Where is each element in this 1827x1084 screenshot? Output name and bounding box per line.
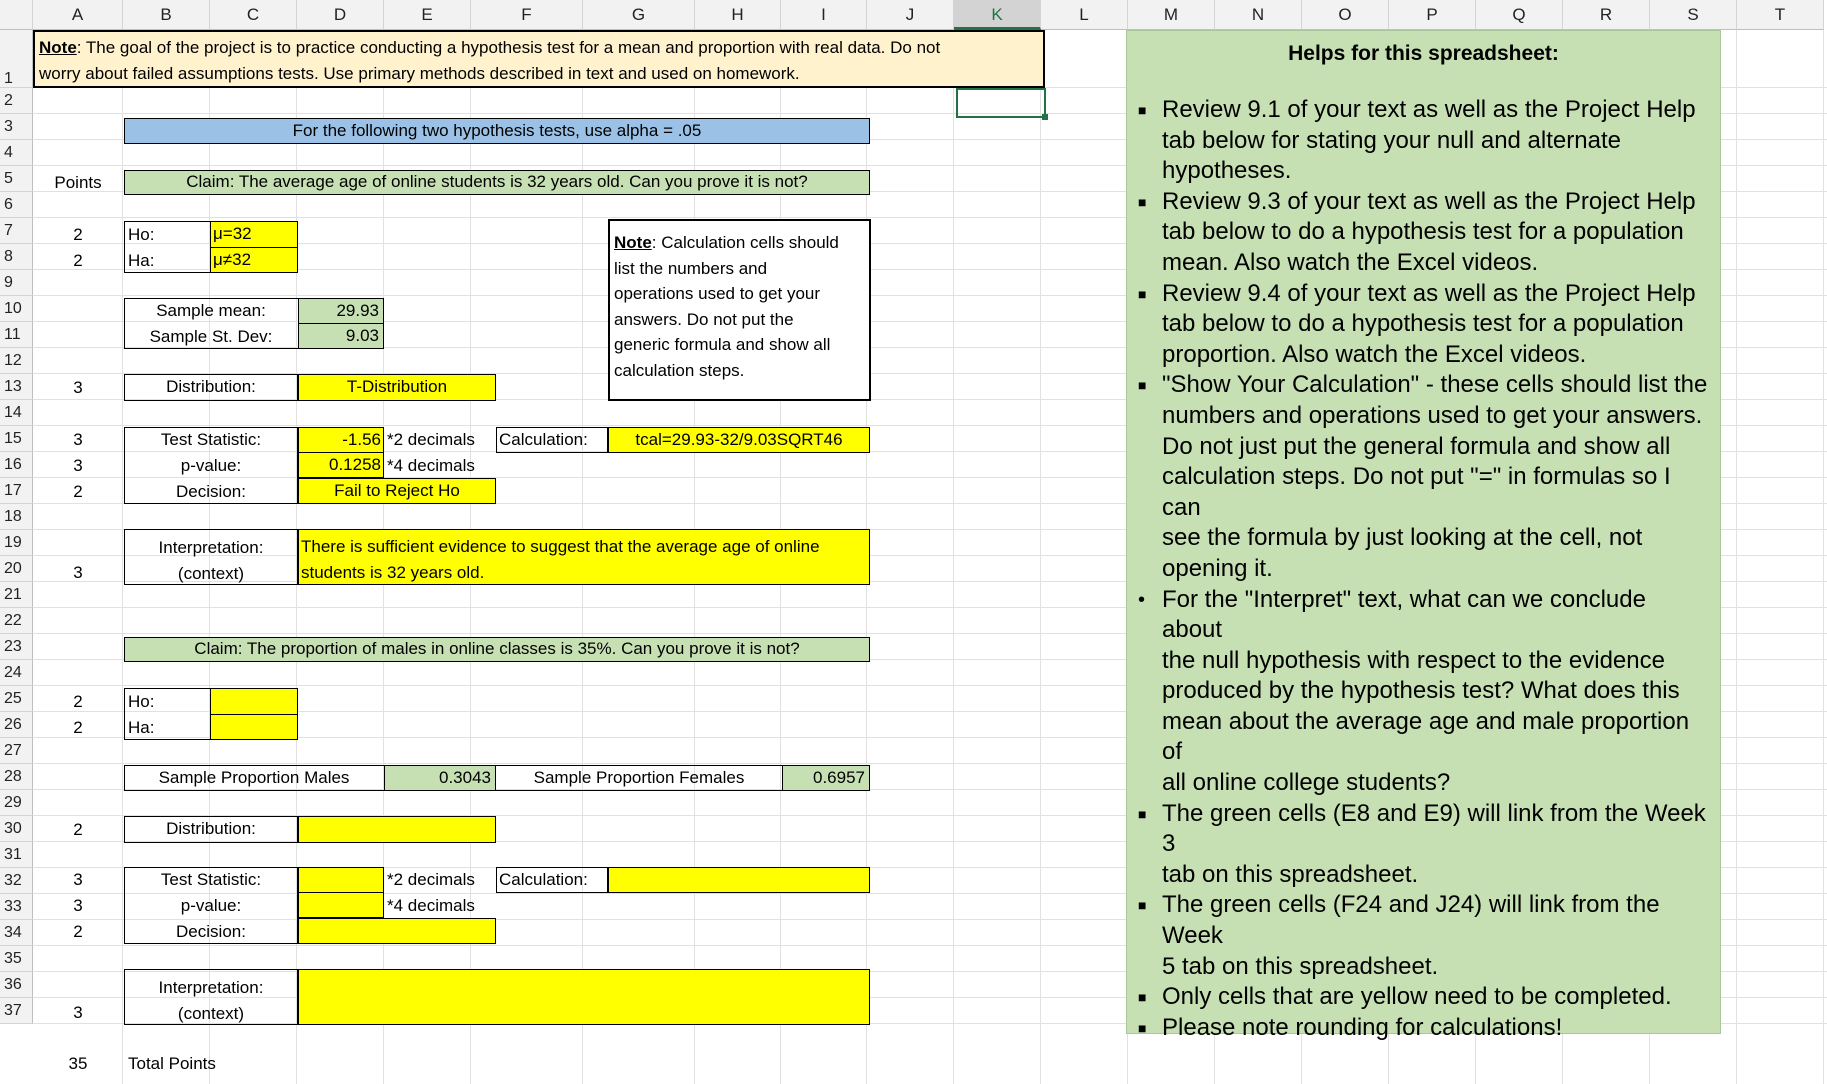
row-header-32[interactable]: 32 — [0, 868, 33, 894]
square-bullet-icon: ■ — [1138, 193, 1147, 210]
help-item — [1138, 982, 1710, 1013]
help-panel[interactable] — [1126, 30, 1721, 1041]
ts-label: Test Statistic: — [160, 430, 262, 449]
gridline-vertical — [953, 30, 954, 1084]
row-header-11[interactable]: 11 — [0, 322, 33, 348]
row-header-19[interactable]: 19 — [0, 530, 33, 556]
row-header-2[interactable]: 2 — [0, 88, 33, 114]
ho-points-2: 2 — [73, 692, 83, 711]
column-header-r[interactable]: R — [1563, 0, 1650, 30]
corner-select-all[interactable] — [0, 0, 33, 30]
column-header-q[interactable]: Q — [1476, 0, 1563, 30]
points-header: Points — [54, 173, 102, 192]
row-header-37[interactable]: 37 — [0, 998, 33, 1024]
column-header-h[interactable]: H — [695, 0, 781, 30]
round-bullet-icon: • — [1138, 588, 1146, 611]
interp-context-label: (context) — [177, 564, 245, 583]
row-header-36[interactable]: 36 — [0, 972, 33, 998]
dist-points: 3 — [73, 378, 83, 397]
calculation-note — [608, 219, 871, 401]
dist-points-2: 2 — [73, 820, 83, 839]
dist-input-2[interactable] — [298, 816, 496, 843]
help-item-line: hypotheses. — [1162, 157, 1292, 185]
interp-line2: students is 32 years old. — [301, 563, 485, 582]
calc-note-line: calculation steps. — [614, 360, 745, 380]
prop-males-label: Sample Proportion Males — [158, 768, 350, 787]
ha-label-2: Ha: — [128, 718, 155, 737]
column-header-k[interactable]: K — [954, 0, 1041, 30]
column-header-f[interactable]: F — [471, 0, 583, 30]
row-header-16[interactable]: 16 — [0, 452, 33, 478]
ho-input-2[interactable] — [210, 688, 298, 715]
help-item-line: The green cells (F24 and J24) will link from the Week — [1162, 891, 1660, 950]
help-item-line: 5 tab on this spreadsheet. — [1162, 952, 1439, 980]
prop-females-label: Sample Proportion Females — [533, 768, 745, 787]
sample-sd-label: Sample St. Dev: — [149, 327, 273, 346]
help-item — [1138, 799, 1710, 891]
dist-input[interactable]: T-Distribution — [298, 374, 496, 401]
square-bullet-icon: ■ — [1138, 102, 1147, 118]
help-item-line: Review 9.3 of your text as well as the Project Help — [1162, 187, 1696, 215]
column-header-d[interactable]: D — [297, 0, 384, 30]
ha-points-2: 2 — [73, 718, 83, 737]
total-points-label: Total Points — [128, 1054, 216, 1073]
square-bullet-icon: ■ — [1138, 1019, 1147, 1036]
help-item — [1138, 585, 1710, 799]
row-header-5[interactable]: 5 — [0, 166, 33, 192]
interp-points: 3 — [73, 563, 83, 582]
interp-line1: There is sufficient evidence to suggest that the average age of online — [301, 537, 820, 556]
pv-label-2: p-value: — [180, 896, 242, 915]
total-points-value: 35 — [68, 1054, 88, 1073]
column-header-m[interactable]: M — [1128, 0, 1215, 30]
help-item-line: mean. Also watch the Excel videos. — [1162, 248, 1539, 276]
help-list — [1136, 95, 1710, 1043]
square-bullet-icon: ■ — [1138, 805, 1147, 822]
alpha-banner: For the following two hypothesis tests, use alpha = .05 — [124, 118, 870, 144]
note-label: Note — [39, 38, 77, 57]
help-item-line: proportion. Also watch the Excel videos. — [1162, 340, 1587, 368]
help-item — [1138, 370, 1710, 584]
row-header-24[interactable]: 24 — [0, 660, 33, 686]
help-item-line: "Show Your Calculation" - these cells should list the — [1162, 371, 1708, 399]
row-header-8[interactable]: 8 — [0, 244, 33, 270]
decision-input[interactable]: Fail to Reject Ho — [298, 478, 496, 504]
row-header-4[interactable]: 4 — [0, 140, 33, 166]
gridline-vertical — [1736, 30, 1737, 1084]
column-header-l[interactable]: L — [1041, 0, 1128, 30]
calc-label: Calculation: — [496, 427, 608, 453]
help-item-line: Do not just put the general formula and show all — [1162, 432, 1671, 460]
ho-label-2: Ho: — [128, 692, 155, 711]
calc-label-2: Calculation: — [496, 867, 608, 893]
pv-label: p-value: — [180, 456, 242, 475]
pv-decimals-note: *4 decimals — [387, 456, 475, 475]
note-line1: : The goal of the project is to practice conducting a hypothesis test for a mean and proportion with real data. Do not — [76, 38, 941, 57]
claim-2: Claim: The proportion of males in online classes is 35%. Can you prove it is not? — [124, 637, 870, 662]
row-header-18[interactable]: 18 — [0, 504, 33, 530]
ha-input[interactable]: μ≠32 — [210, 247, 298, 273]
help-item-line: For the "Interpret" text, what can we conclude about — [1162, 585, 1646, 644]
sample-sd-value[interactable]: 9.03 — [298, 323, 384, 349]
ho-points: 2 — [73, 225, 83, 244]
ha-points: 2 — [73, 251, 83, 270]
help-item — [1138, 187, 1710, 279]
help-item-line: produced by the hypothesis test? What does this — [1162, 677, 1680, 705]
calc-input[interactable]: tcal=29.93-32/9.03SQRT46 — [608, 427, 870, 453]
sample-mean-value[interactable]: 29.93 — [298, 298, 384, 324]
row-header-21[interactable]: 21 — [0, 582, 33, 608]
ts-decimals-note: *2 decimals — [387, 430, 475, 449]
column-header-j[interactable]: J — [867, 0, 954, 30]
selected-cell-k2[interactable] — [956, 88, 1046, 118]
column-header-o[interactable]: O — [1302, 0, 1389, 30]
help-item-line: The green cells (E8 and E9) will link from the Week 3 — [1162, 799, 1706, 858]
sample-mean-label: Sample mean: — [156, 301, 266, 320]
calc-input-2[interactable] — [608, 867, 870, 893]
square-bullet-icon: ■ — [1138, 989, 1147, 1006]
pv-input[interactable]: 0.1258 — [298, 452, 384, 478]
square-bullet-icon: ■ — [1138, 285, 1147, 302]
row-header-31[interactable]: 31 — [0, 842, 33, 868]
gridline-vertical — [1823, 30, 1824, 1084]
row-header-22[interactable]: 22 — [0, 608, 33, 634]
help-item-line: tab below to do a hypothesis test for a population — [1162, 310, 1684, 338]
row-header-10[interactable]: 10 — [0, 296, 33, 322]
interp-input[interactable] — [298, 529, 870, 585]
interp-label: Interpretation: — [158, 538, 264, 557]
calc-note-label: Note — [614, 233, 652, 252]
row-header-14[interactable]: 14 — [0, 400, 33, 426]
row-header-17[interactable]: 17 — [0, 478, 33, 504]
ts-input-2[interactable] — [298, 867, 384, 893]
help-item-line: tab below for stating your null and alternate — [1162, 126, 1621, 154]
interp-points-2: 3 — [73, 1003, 83, 1022]
row-header-27[interactable]: 27 — [0, 738, 33, 764]
pv-decimals-note-2: *4 decimals — [387, 896, 475, 915]
help-item-line: tab on this spreadsheet. — [1162, 860, 1419, 888]
help-item-line: calculation steps. Do not put "=" in formulas so I can — [1162, 463, 1671, 521]
interp-context-label-2: (context) — [177, 1004, 245, 1023]
pv-points-2: 3 — [73, 896, 83, 915]
row-header-15[interactable]: 15 — [0, 426, 33, 452]
column-header-n[interactable]: N — [1215, 0, 1302, 30]
ho-label: Ho: — [128, 225, 155, 244]
ho-input[interactable]: μ=32 — [210, 221, 298, 248]
help-title: Helps for this spreadsheet: — [1288, 42, 1559, 65]
gridline-vertical — [1040, 30, 1041, 1084]
ha-input-2[interactable] — [210, 714, 298, 740]
calc-note-line: : Calculation cells should — [651, 233, 839, 252]
help-item-line: Only cells that are yellow need to be completed. — [1162, 983, 1672, 1011]
help-item-line: Review 9.4 of your text as well as the Project Help — [1162, 279, 1696, 307]
pv-input-2[interactable] — [298, 892, 384, 918]
row-header-26[interactable]: 26 — [0, 712, 33, 738]
help-item-line: mean about the average age and male proportion of — [1162, 707, 1690, 766]
prop-females-value[interactable]: 0.6957 — [782, 765, 870, 791]
dist-label: Distribution: — [124, 374, 298, 401]
project-goal-note[interactable] — [33, 30, 1045, 88]
dec-points: 2 — [73, 482, 83, 501]
column-header-i[interactable]: I — [781, 0, 867, 30]
row-header-33[interactable]: 33 — [0, 894, 33, 920]
interp-label-2: Interpretation: — [158, 978, 264, 997]
column-header-e[interactable]: E — [384, 0, 471, 30]
help-item-line: Review 9.1 of your text as well as the Project Help — [1162, 96, 1696, 123]
row-header-30[interactable]: 30 — [0, 816, 33, 842]
column-header-s[interactable]: S — [1650, 0, 1737, 30]
calc-note-line: list the numbers and — [614, 258, 768, 278]
help-item-line: numbers and operations used to get your answers. — [1162, 401, 1703, 429]
square-bullet-icon: ■ — [1138, 377, 1147, 394]
prop-males-value[interactable]: 0.3043 — [384, 765, 496, 791]
dec-label-2: Decision: — [176, 922, 246, 941]
column-header-b[interactable]: B — [123, 0, 210, 30]
row-header-9[interactable]: 9 — [0, 270, 33, 296]
row-header-23[interactable]: 23 — [0, 634, 33, 660]
pv-points: 3 — [73, 456, 83, 475]
help-item-line: tab below to do a hypothesis test for a population — [1162, 218, 1684, 246]
ts-points-2: 3 — [73, 870, 83, 889]
row-header-13[interactable]: 13 — [0, 374, 33, 400]
square-bullet-icon: ■ — [1138, 897, 1147, 914]
help-item-line: all online college students? — [1162, 769, 1451, 797]
claim-1: Claim: The average age of online students is 32 years old. Can you prove it is not? — [124, 170, 870, 195]
row-header-7[interactable]: 7 — [0, 218, 33, 244]
dec-label: Decision: — [176, 482, 246, 501]
row-header-3[interactable]: 3 — [0, 114, 33, 140]
column-header-c[interactable]: C — [210, 0, 297, 30]
dist-label-2: Distribution: — [124, 816, 298, 843]
ts-input[interactable]: -1.56 — [298, 427, 384, 453]
help-item — [1138, 279, 1710, 371]
row-header-1[interactable]: 1 — [0, 30, 33, 88]
row-header-6[interactable]: 6 — [0, 192, 33, 218]
ha-label: Ha: — [128, 251, 155, 270]
dec-points-2: 2 — [73, 922, 83, 941]
column-header-g[interactable]: G — [583, 0, 695, 30]
row-header-25[interactable]: 25 — [0, 686, 33, 712]
calc-note-line: operations used to get your — [614, 284, 821, 303]
help-item-line: opening it. — [1162, 554, 1273, 582]
column-header-t[interactable]: T — [1737, 0, 1824, 30]
help-item — [1138, 1013, 1710, 1044]
row-header-28[interactable]: 28 — [0, 764, 33, 790]
note-line2: worry about failed assumptions tests. Use primary methods described in text and used on homework. — [39, 64, 800, 83]
calc-note-line: generic formula and show all — [614, 335, 831, 354]
ts-points: 3 — [73, 430, 83, 449]
help-item — [1138, 95, 1710, 187]
decision-input-2[interactable] — [298, 918, 496, 944]
help-item-line: see the formula by just looking at the cell, not — [1162, 524, 1643, 552]
row-header-29[interactable]: 29 — [0, 790, 33, 816]
calc-note-line: answers. Do not put the — [614, 309, 794, 329]
help-item-line: the null hypothesis with respect to the evidence — [1162, 646, 1665, 674]
interp-input-2[interactable] — [298, 969, 870, 1025]
row-header-34[interactable]: 34 — [0, 920, 33, 946]
column-header-p[interactable]: P — [1389, 0, 1476, 30]
ts-label-2: Test Statistic: — [160, 870, 262, 889]
help-item-line: Please note rounding for calculations! — [1162, 1013, 1563, 1041]
row-header-12[interactable]: 12 — [0, 348, 33, 374]
column-header-a[interactable]: A — [33, 0, 123, 30]
help-item — [1138, 890, 1710, 982]
row-header-35[interactable]: 35 — [0, 946, 33, 972]
row-header-20[interactable]: 20 — [0, 556, 33, 582]
ts-decimals-note-2: *2 decimals — [387, 870, 475, 889]
